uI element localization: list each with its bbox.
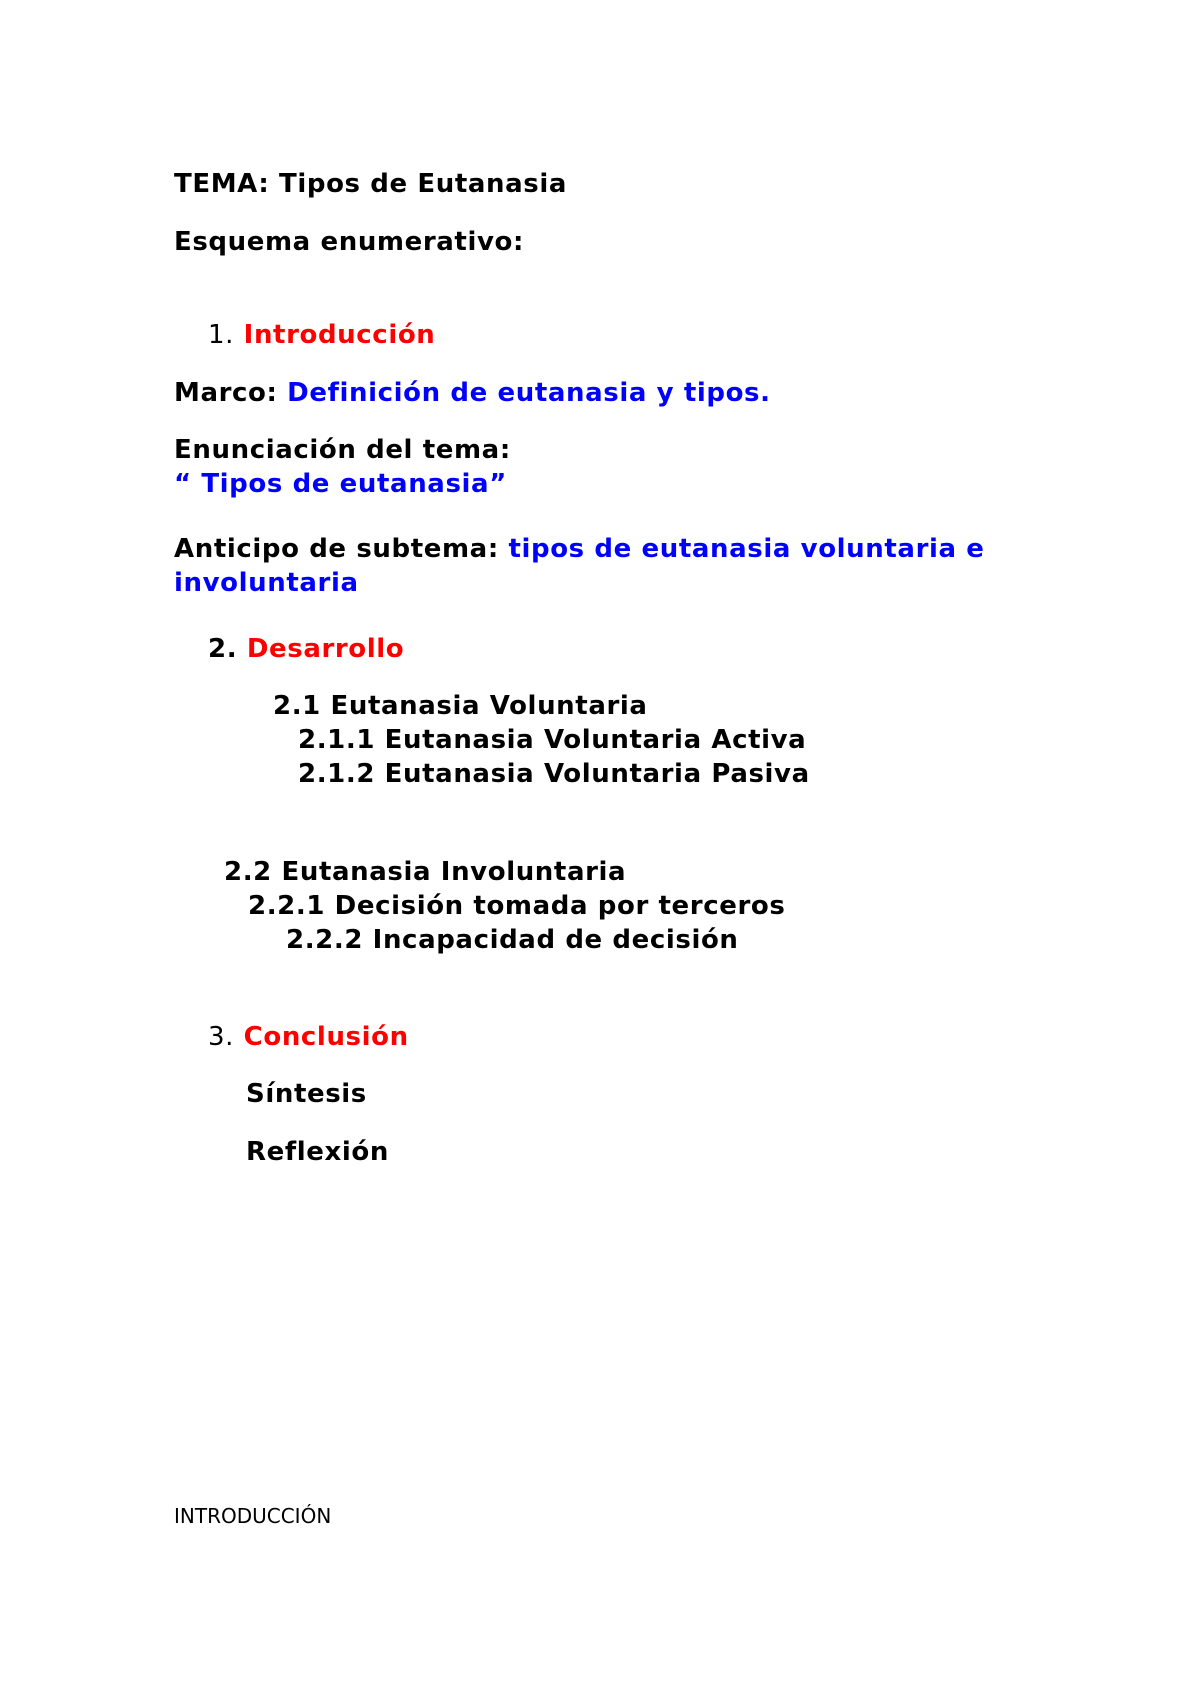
document-title: TEMA: Tipos de Eutanasia [174,169,567,199]
subsection-2-1: 2.1 Eutanasia Voluntaria [273,691,648,721]
conclusion-item-reflexion: Reflexión [246,1137,389,1167]
anticipo-label: Anticipo de subtema: [174,534,499,564]
section2-number: 2. [208,634,238,664]
section2-heading: Desarrollo [246,634,405,664]
subsection-2-1-2: 2.1.2 Eutanasia Voluntaria Pasiva [298,759,810,789]
section3-number: 3. [208,1022,235,1052]
section3-heading: Conclusión [243,1022,409,1052]
section3-heading-line [208,1021,409,1053]
marco-text: Definición de eutanasia y tipos. [287,378,771,408]
anticipo-text-continued: involuntaria [174,568,359,598]
marco-line [174,377,771,409]
scheme-label: Esquema enumerativo: [174,227,524,257]
conclusion-item-sintesis: Síntesis [246,1079,367,1109]
subsection-2-2-2: 2.2.2 Incapacidad de decisión [286,925,739,955]
section1-heading-line [208,319,435,351]
section1-number: 1. [208,320,235,350]
section1-heading: Introducción [243,320,436,350]
anticipo-text: tipos de eutanasia voluntaria e [508,534,985,564]
marco-label: Marco: [174,378,278,408]
enunciacion-label: Enunciación del tema: [174,435,511,465]
section2-heading-line [208,633,404,665]
anticipo-line [174,533,985,565]
footer-heading: INTRODUCCIÓN [174,1504,332,1528]
enunciacion-text: “ Tipos de eutanasia” [174,469,507,499]
subsection-2-2-1: 2.2.1 Decisión tomada por terceros [248,891,786,921]
subsection-2-2: 2.2 Eutanasia Involuntaria [224,857,627,887]
subsection-2-1-1: 2.1.1 Eutanasia Voluntaria Activa [298,725,807,755]
